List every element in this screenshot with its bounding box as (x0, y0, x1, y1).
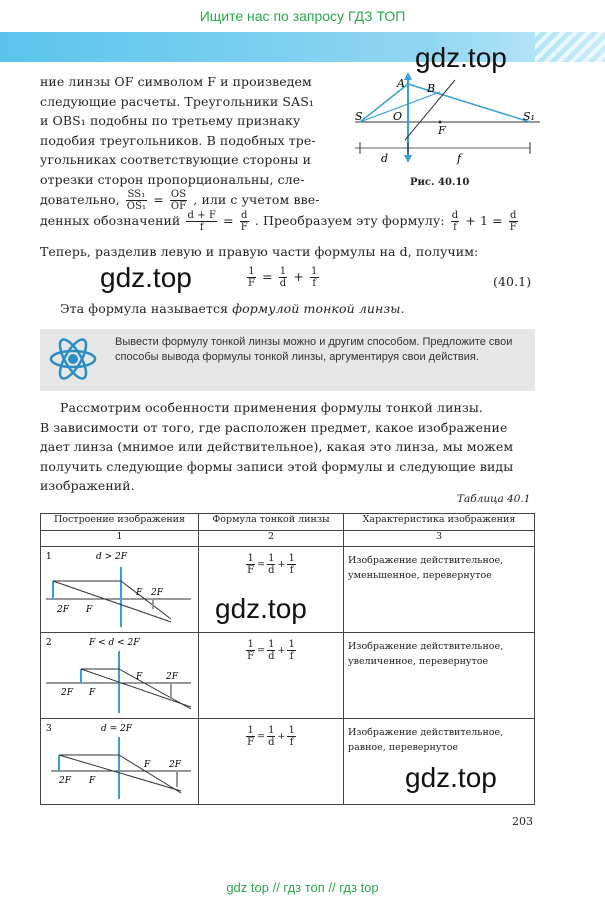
formula-number: (40.1) (493, 274, 532, 289)
text-line: следующие расчеты. Треугольники SAS₁ (40, 93, 314, 109)
table-header: Построение изображения (41, 514, 199, 531)
table-header: Характеристика изображения (344, 514, 535, 531)
fraction: $\frac{d}{F}$ (509, 210, 517, 233)
header-bar (0, 32, 605, 62)
text-line: угольниках соответствующие стороны и (40, 152, 312, 167)
svg-text:F < d < 2F: F < d < 2F (89, 638, 140, 648)
fraction: $\frac{d}{F}$ (240, 210, 248, 233)
svg-text:2F: 2F (166, 672, 178, 682)
text-line: изображений. (40, 478, 135, 493)
svg-text:F: F (89, 688, 96, 698)
fraction: $\frac{d}{f}$ (451, 210, 459, 233)
label-d: d (381, 152, 389, 165)
page-number: 203 (512, 815, 533, 828)
fraction: $\frac{OS}{OF}$ (170, 189, 187, 212)
characteristic-cell: Изображение действительное, равное, перевернутое (344, 719, 535, 805)
thin-lens-formula: $\frac{1}{F}$ = $\frac{1}{d}$ + $\frac{1}{f}$ (248, 266, 318, 289)
label-f-focus: F (438, 124, 446, 137)
svg-text:F: F (144, 760, 151, 770)
column-number: 3 (344, 531, 535, 547)
top-banner[interactable]: Ищите нас по запросу ГДЗ ТОП (199, 8, 406, 24)
watermark: gdz.top (415, 42, 507, 73)
text-line: дает линза (мнимое или действительное), какая это линза, мы можем (40, 439, 514, 454)
paragraph-1 (40, 72, 340, 215)
svg-text:1: 1 (46, 552, 52, 562)
svg-text:F: F (136, 672, 143, 682)
lens-figure (345, 70, 545, 185)
label-s1: S₁ (523, 110, 535, 123)
svg-text:3: 3 (46, 724, 52, 734)
watermark: gdz.top (215, 593, 307, 624)
label-o: O (393, 110, 403, 123)
column-number: 1 (41, 531, 199, 547)
text-fragment: довательно, (40, 192, 120, 207)
diagram-cell (41, 633, 199, 719)
text-line: получить следующие формы записи этой формулы и следующие виды (40, 458, 514, 474)
note-text: Вывести формулу тонкой линзы можно и другим способом. Предложите свои способы вывода формулы тонкой линзы, аргументируя свои действия. (115, 336, 513, 363)
label-a: A (397, 77, 405, 90)
formula-cell: $\frac{1}{F}$ = $\frac{1}{d}$ + $\frac{1}{f}$ (199, 633, 344, 719)
atom-icon (48, 333, 98, 385)
paragraph-2 (40, 398, 540, 496)
text-line: и OBS₁ подобны по третьему признаку (40, 113, 301, 128)
column-number: 2 (199, 531, 344, 547)
text-line-with-fractions (40, 210, 540, 233)
characteristic-cell: Изображение действительное, увеличенное, перевернутое (344, 633, 535, 719)
formula-cell: $\frac{1}{F}$ = $\frac{1}{d}$ + $\frac{1}{f}$ (199, 547, 344, 633)
text-fragment: . Преобразуем эту формулу: (254, 213, 445, 228)
svg-text:F: F (89, 776, 96, 786)
footer-links[interactable]: gdz top // гдз топ // гдз top (226, 880, 379, 895)
equals-sign: = (153, 192, 164, 207)
characteristic-cell: Изображение действительное, уменьшенное, перевернутое (344, 547, 535, 633)
svg-text:2F: 2F (151, 588, 163, 598)
svg-text:d = 2F: d = 2F (101, 724, 132, 734)
svg-text:2: 2 (46, 638, 52, 648)
formula-cell: $\frac{1}{F}$ = $\frac{1}{d}$ + $\frac{1}{f}$ (199, 719, 344, 805)
label-s: S (355, 110, 363, 123)
label-f: f (457, 152, 462, 165)
svg-text:2F: 2F (169, 760, 181, 770)
text-fragment: денных обозначений (40, 213, 181, 228)
svg-text:2F: 2F (57, 605, 69, 615)
svg-text:d > 2F: d > 2F (96, 552, 127, 562)
svg-text:F: F (86, 605, 93, 615)
diagram-cell (41, 547, 199, 633)
svg-text:2F: 2F (61, 688, 73, 698)
text-fragment: , или с учетом вве- (193, 192, 320, 207)
table-row (41, 633, 535, 719)
text-line: отрезки сторон пропорциональны, сле- (40, 171, 305, 187)
svg-text:2F: 2F (59, 776, 71, 786)
watermark: gdz.top (100, 262, 192, 293)
table-title: Таблица 40.1 (457, 493, 531, 505)
formula-name-line: Эта формула называется формулой тонкой линзы. (60, 301, 405, 316)
table-header: Формула тонкой линзы (199, 514, 344, 531)
svg-text:F: F (136, 588, 143, 598)
text-line: В зависимости от того, где расположен предмет, какое изображение (40, 419, 508, 435)
text-line: Рассмотрим особенности применения формулы тонкой линзы. (60, 400, 483, 415)
text-line: ние линзы OF символом F и произведем (40, 74, 312, 89)
watermark: gdz.top (405, 762, 497, 793)
equals-sign: = (223, 213, 234, 228)
diagram-cell (41, 719, 199, 805)
plus-one-equals: + 1 = (465, 213, 503, 228)
fraction: $\frac{d + F}{f}$ (187, 210, 217, 233)
figure-caption: Рис. 40.10 (410, 177, 470, 188)
label-b: B (427, 82, 436, 95)
fraction: $\frac{\text{SS₁}}{\text{OS₁}}$ (126, 189, 147, 212)
text-line: Теперь, разделив левую и правую части формулы на d, получим: (40, 244, 479, 259)
text-line: подобия треугольников. В подобных тре- (40, 132, 316, 148)
